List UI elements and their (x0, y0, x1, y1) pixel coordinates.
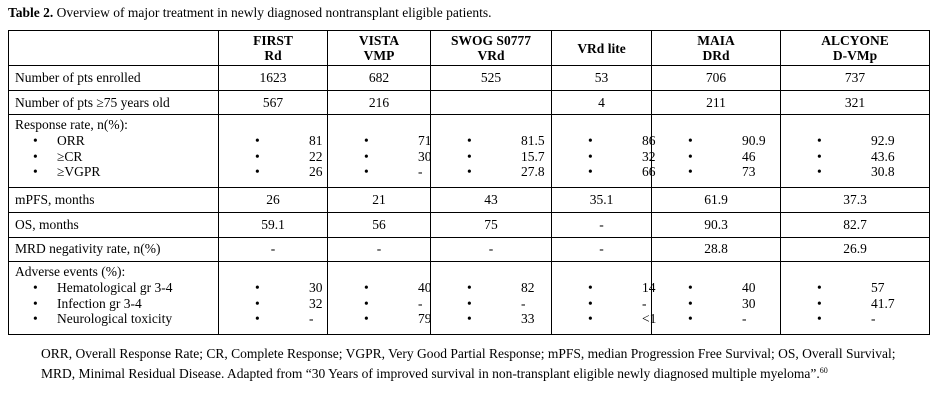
cell-spacer (558, 117, 645, 133)
bullet-value (437, 296, 545, 312)
table-cell-value: 30 (742, 295, 756, 311)
column-header: FIRST Rd (219, 31, 328, 66)
bullet: • (255, 148, 260, 164)
bullet-value (558, 280, 656, 296)
table-footnote (41, 345, 921, 382)
column-header: VRd lite (552, 31, 652, 66)
table-cell-group (431, 115, 552, 188)
table-row (9, 188, 930, 213)
table-cell-group (552, 262, 657, 335)
bullet: • (688, 280, 693, 296)
table-cell: 211 (652, 90, 781, 115)
table-cell-group (219, 115, 328, 188)
bullet-value (787, 164, 923, 180)
bullet-value (225, 149, 321, 165)
bullet: • (255, 295, 260, 311)
table-cell: 28.8 (652, 237, 781, 262)
cell-spacer (658, 264, 774, 280)
bullet: • (33, 295, 38, 311)
table-cell-group (652, 262, 781, 335)
bullet: • (33, 164, 38, 180)
row-label-group (9, 115, 219, 188)
table-cell-value: 30.8 (871, 164, 895, 180)
table-cell: - (552, 212, 652, 237)
bullet: • (588, 148, 593, 164)
table-cell: - (431, 237, 552, 262)
table-cell: 56 (328, 212, 431, 237)
footnote-reference: 60 (819, 366, 828, 375)
bullet-value (787, 133, 923, 149)
bullet-value (225, 164, 321, 180)
bullet-value (787, 296, 923, 312)
table-cell: 59.1 (219, 212, 328, 237)
bullet: • (588, 133, 593, 149)
bullet: • (817, 133, 822, 149)
list-item (15, 164, 212, 180)
bullet-value (437, 133, 545, 149)
list-item-label: Infection gr 3-4 (57, 295, 142, 311)
table-cell-value: 92.9 (871, 133, 895, 149)
bullet: • (817, 311, 822, 327)
bullet: • (467, 280, 472, 296)
table-cell-value: - (309, 311, 314, 327)
bullet-value (334, 164, 424, 180)
table-cell-value: 71 (418, 133, 432, 149)
table-row (9, 212, 930, 237)
bullet: • (33, 311, 38, 327)
bullet: • (688, 148, 693, 164)
bullet: • (467, 311, 472, 327)
list-item-label: Neurological toxicity (57, 311, 173, 327)
bullet: • (688, 295, 693, 311)
list-item-label: ≥VGPR (57, 164, 101, 180)
list-item (15, 149, 212, 165)
bullet-value (225, 296, 321, 312)
bullet-value (558, 311, 657, 327)
table-cell-value: 40 (418, 280, 432, 296)
bullet-value (334, 148, 432, 165)
cell-spacer (437, 117, 545, 133)
row-label: Number of pts ≥75 years old (9, 90, 219, 115)
bullet-value (658, 311, 774, 327)
column-header: ALCYONE D-VMp (781, 31, 930, 66)
table-cell-value: 27.8 (521, 164, 545, 180)
bullet: • (688, 164, 693, 180)
table-cell-value: 46 (742, 148, 756, 164)
bullet: • (817, 280, 822, 296)
cell-spacer (334, 264, 424, 280)
cell-spacer (558, 264, 645, 280)
bullet: • (33, 280, 38, 296)
cell-spacer (658, 117, 774, 133)
table-caption-label: Table 2. (8, 5, 54, 20)
bullet-value (225, 133, 321, 149)
list-item-label: ≥CR (57, 148, 83, 164)
bullet-value (437, 164, 545, 180)
bullet: • (817, 148, 822, 164)
table-cell: 1623 (219, 66, 328, 91)
bullet: • (364, 280, 369, 296)
bullet: • (33, 148, 38, 164)
table-cell-value: - (521, 295, 526, 311)
bullet-value (787, 311, 923, 327)
table-cell: 90.3 (652, 212, 781, 237)
bullet: • (255, 164, 260, 180)
table-cell-value: 40 (742, 280, 756, 296)
bullet-value (787, 280, 923, 296)
table-cell-value: <1 (642, 311, 657, 327)
table-cell-value: 81.5 (521, 133, 545, 149)
table-cell: 37.3 (781, 188, 930, 213)
bullet: • (467, 148, 472, 164)
bullet-value (558, 164, 656, 180)
list-item (15, 133, 212, 149)
group-title: Adverse events (%): (15, 264, 126, 280)
table-cell-value: - (418, 295, 423, 311)
bullet-value (558, 133, 656, 149)
table-cell-value: 22 (309, 148, 323, 164)
table-caption (8, 5, 492, 21)
table-cell-group (219, 262, 328, 335)
bullet-value (658, 296, 774, 312)
table-cell (431, 90, 552, 115)
bullet-value (437, 149, 545, 165)
header-row (9, 31, 930, 66)
bullet: • (364, 148, 369, 164)
row-label-group (9, 262, 219, 335)
list-item (15, 311, 212, 327)
cell-spacer (225, 264, 321, 280)
table-cell-value: 15.7 (521, 148, 545, 164)
table-cell: 216 (328, 90, 431, 115)
table-cell-value: 30 (418, 148, 432, 164)
row-label: OS, months (9, 212, 219, 237)
table-cell-value: 30 (309, 280, 323, 296)
table-cell-value: 81 (309, 133, 323, 149)
bullet: • (588, 311, 593, 327)
row-label: MRD negativity rate, n(%) (9, 237, 219, 262)
bullet: • (588, 295, 593, 311)
table-cell: 26 (219, 188, 328, 213)
bullet-value (225, 311, 321, 327)
bullet: • (364, 133, 369, 149)
table-cell: - (552, 237, 652, 262)
bullet: • (467, 295, 472, 311)
table-cell-value: - (642, 295, 647, 311)
table-cell-value: 32 (309, 295, 323, 311)
bullet: • (364, 311, 369, 327)
table-cell-value: 86 (642, 133, 656, 149)
bullet: • (467, 164, 472, 180)
table-cell: 75 (431, 212, 552, 237)
column-header: SWOG S0777 VRd (431, 31, 552, 66)
table-cell-value: 57 (871, 280, 885, 296)
table-cell-value: 79 (418, 311, 432, 327)
header-empty-cell (9, 31, 219, 66)
table-cell: 682 (328, 66, 431, 91)
table-cell-value: 41.7 (871, 295, 895, 311)
bullet: • (817, 295, 822, 311)
table-cell: 567 (219, 90, 328, 115)
table-cell-group (552, 115, 656, 188)
table-cell-group (781, 262, 930, 335)
bullet-value (334, 311, 432, 327)
table-cell-group (328, 115, 431, 188)
table-cell: 61.9 (652, 188, 781, 213)
table-cell: 525 (431, 66, 552, 91)
table-cell-value: - (871, 311, 876, 327)
row-label: mPFS, months (9, 188, 219, 213)
table-cell: 35.1 (552, 188, 652, 213)
table-cell: - (219, 237, 328, 262)
bullet: • (255, 133, 260, 149)
table-cell-group (781, 115, 930, 188)
table-cell-value: 26 (309, 164, 323, 180)
bullet: • (255, 311, 260, 327)
bullet-value (334, 133, 432, 149)
table-cell: 43 (431, 188, 552, 213)
bullet-value (658, 280, 774, 296)
table-cell-value: 33 (521, 311, 535, 327)
table-cell: 737 (781, 66, 930, 91)
row-label: Number of pts enrolled (9, 66, 219, 91)
bullet: • (588, 280, 593, 296)
bullet: • (255, 280, 260, 296)
table-cell: 706 (652, 66, 781, 91)
table-row (9, 262, 930, 335)
table-row (9, 66, 930, 91)
bullet-value (658, 133, 774, 149)
bullet-value (558, 148, 656, 165)
list-item-label: ORR (57, 133, 85, 149)
table-cell-group (652, 115, 781, 188)
table-cell: - (328, 237, 431, 262)
bullet-value (787, 149, 923, 165)
bullet: • (688, 133, 693, 149)
cell-spacer (437, 264, 545, 280)
bullet-value (558, 296, 645, 312)
bullet-value (658, 149, 774, 165)
table-cell-value: 82 (521, 280, 535, 296)
table-cell: 21 (328, 188, 431, 213)
list-item (15, 280, 212, 296)
bullet-value (437, 311, 545, 327)
group-title: Response rate, n(%): (15, 117, 128, 133)
bullet-value (334, 296, 424, 312)
cell-spacer (225, 117, 321, 133)
table-cell-group (431, 262, 552, 335)
bullet: • (467, 133, 472, 149)
table-cell-value: 73 (742, 164, 756, 180)
footnote-text: ORR, Overall Response Rate; CR, Complete Response; VGPR, Very Good Partial Response; mPFS, median Progression Free Survival; OS, Overall Survival; MRD, Minimal Residual Disease. Adapted from “30 Years of improved survival in non-transplant eligible newly diagnosed multiple myeloma”. (41, 346, 896, 381)
table-cell: 53 (552, 66, 652, 91)
table-row (9, 115, 930, 188)
bullet: • (33, 133, 38, 149)
table-cell-value: - (742, 311, 747, 327)
bullet-value (658, 164, 774, 180)
bullet: • (588, 164, 593, 180)
cell-spacer (787, 264, 923, 280)
table-caption-text: Overview of major treatment in newly diagnosed nontransplant eligible patients. (53, 5, 492, 20)
table-row (9, 237, 930, 262)
cell-spacer (787, 117, 923, 133)
table-cell: 26.9 (781, 237, 930, 262)
table-cell-value: 66 (642, 164, 656, 180)
table-cell-value: 90.9 (742, 133, 766, 149)
bullet: • (364, 295, 369, 311)
list-item-label: Hematological gr 3-4 (57, 280, 173, 296)
column-header: VISTA VMP (328, 31, 431, 66)
table-cell-value: 32 (642, 148, 656, 164)
column-header: MAIA DRd (652, 31, 781, 66)
table-row (9, 90, 930, 115)
bullet-value (437, 280, 545, 296)
list-item (15, 296, 212, 312)
bullet: • (688, 311, 693, 327)
treatment-overview-table (8, 30, 930, 335)
table-cell-value: - (418, 164, 423, 180)
table-cell-group (328, 262, 431, 335)
table-cell: 4 (552, 90, 652, 115)
table-cell: 82.7 (781, 212, 930, 237)
bullet-value (334, 280, 432, 296)
table-cell-value: 14 (642, 280, 656, 296)
table-cell: 321 (781, 90, 930, 115)
bullet: • (817, 164, 822, 180)
bullet-value (225, 280, 321, 296)
bullet: • (364, 164, 369, 180)
table-cell-value: 43.6 (871, 148, 895, 164)
cell-spacer (334, 117, 424, 133)
